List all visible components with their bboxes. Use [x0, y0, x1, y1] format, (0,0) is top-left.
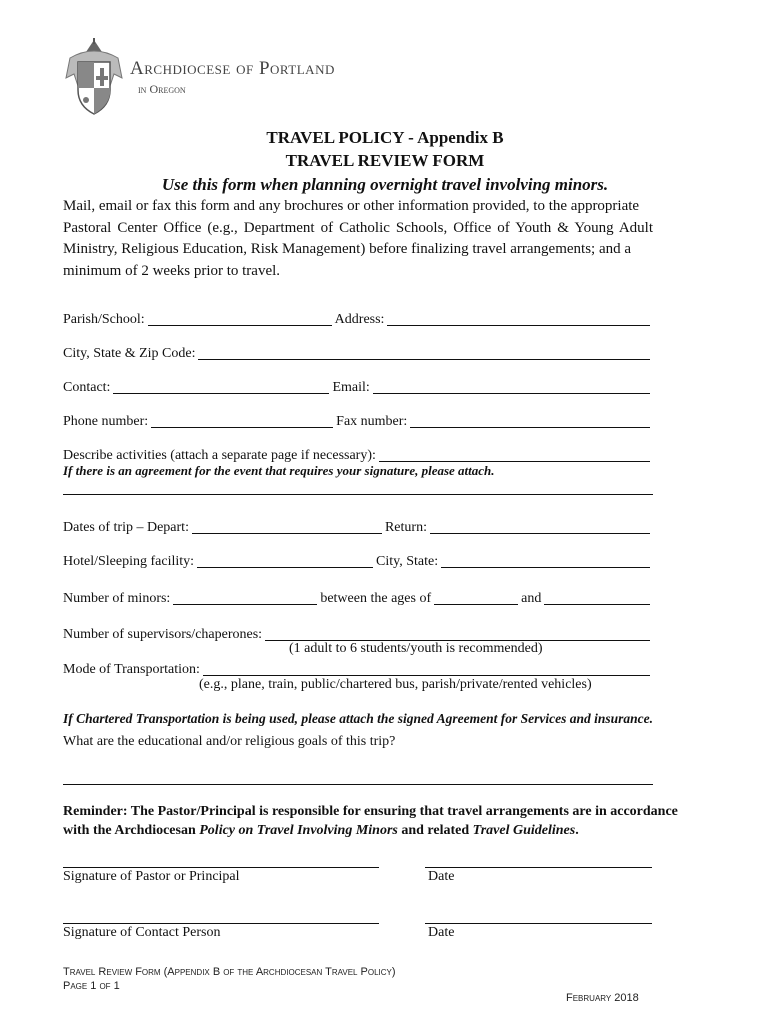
- dates-row: [63, 516, 653, 536]
- supervisors-row: [63, 623, 653, 643]
- city-state-zip-label: City, State & Zip Code:: [63, 346, 196, 361]
- return-field[interactable]: [430, 519, 650, 534]
- activities-extra-line[interactable]: [63, 494, 653, 495]
- contact-field[interactable]: [113, 379, 329, 394]
- address-field[interactable]: [387, 311, 650, 326]
- contact-date-line[interactable]: [425, 923, 652, 924]
- form-title: TRAVEL REVIEW FORM: [285, 151, 485, 170]
- minors-label: Number of minors:: [63, 591, 171, 606]
- phone-field[interactable]: [151, 413, 333, 428]
- parish-school-field[interactable]: [148, 311, 332, 326]
- ages-max-field[interactable]: [544, 590, 650, 605]
- parish-school-label: Parish/School:: [63, 312, 145, 327]
- fax-label: Fax number:: [336, 414, 408, 429]
- depart-field[interactable]: [192, 519, 382, 534]
- contact-email-row: [63, 376, 653, 396]
- fax-field[interactable]: [410, 413, 650, 428]
- ages-and-label: and: [521, 591, 542, 606]
- city-state-zip-row: [63, 342, 653, 362]
- hotel-field[interactable]: [197, 553, 373, 568]
- reminder-line: Reminder: The Pastor/Principal is responsible for ensuring that travel arrangements are in accordance: [63, 804, 678, 819]
- reminder-text-part: and related: [397, 823, 473, 838]
- footer-form-title: Travel Review Form (Appendix B of the Archdiocesan Travel Policy): [63, 966, 396, 978]
- goals-field[interactable]: [63, 784, 653, 785]
- policy-title: Policy on Travel Involving Minors: [199, 823, 398, 838]
- intro-line: Pastoral Center Office (e.g., Department of Catholic Schools, Office of Youth & Young Adult: [63, 219, 653, 236]
- reminder-line: [63, 821, 683, 840]
- transport-label: Mode of Transportation:: [63, 662, 200, 677]
- hotel-city-label: City, State:: [376, 554, 439, 569]
- ratio-note: (1 adult to 6 students/youth is recommended): [289, 641, 543, 656]
- activities-row: [63, 444, 653, 464]
- ages-between-label: between the ages of: [320, 591, 432, 606]
- return-label: Return:: [384, 520, 427, 535]
- reminder-text-part: .: [575, 823, 579, 838]
- contact-date-label: Date: [428, 925, 455, 940]
- activities-field[interactable]: [379, 447, 650, 462]
- form-subtitle: Use this form when planning overnight travel involving minors.: [161, 175, 609, 194]
- transport-row: [63, 658, 653, 678]
- city-state-zip-field[interactable]: [198, 345, 650, 360]
- activities-label: Describe activities (attach a separate page if necessary):: [63, 448, 376, 463]
- pastor-signature-label: Signature of Pastor or Principal: [63, 869, 240, 884]
- intro-line: Mail, email or fax this form and any brochures or other information provided, to the appropriate: [63, 198, 640, 214]
- supervisors-label: Number of supervisors/chaperones:: [63, 627, 263, 642]
- ages-min-field[interactable]: [434, 590, 518, 605]
- goals-label: What are the educational and/or religious goals of this trip?: [63, 734, 396, 749]
- depart-label: Dates of trip – Depart:: [63, 520, 189, 535]
- reminder-text-part: with the Archdiocesan: [63, 823, 200, 838]
- footer-page-number: Page 1 of 1: [63, 980, 120, 992]
- supervisors-field[interactable]: [265, 626, 650, 641]
- contact-signature-label: Signature of Contact Person: [63, 925, 221, 940]
- org-name: Archdiocese of Portland: [130, 58, 335, 79]
- minors-row: [63, 587, 653, 607]
- pastor-signature-line[interactable]: [63, 867, 379, 868]
- hotel-label: Hotel/Sleeping facility:: [63, 554, 195, 569]
- transport-field[interactable]: [203, 661, 650, 676]
- minors-field[interactable]: [173, 590, 317, 605]
- transport-note: (e.g., plane, train, public/chartered bus, parish/private/rented vehicles): [199, 677, 592, 692]
- page-title: TRAVEL POLICY - Appendix B: [266, 128, 504, 147]
- coat-of-arms-icon: [62, 38, 126, 120]
- intro-line: minimum of 2 weeks prior to travel.: [63, 262, 281, 279]
- phone-label: Phone number:: [63, 414, 149, 429]
- contact-label: Contact:: [63, 380, 111, 395]
- email-field[interactable]: [373, 379, 650, 394]
- hotel-row: [63, 550, 653, 570]
- reminder-text: [63, 802, 683, 840]
- parish-address-row: [63, 308, 653, 328]
- org-subtitle: in Oregon: [138, 82, 186, 96]
- guidelines-title: Travel Guidelines: [472, 823, 576, 838]
- intro-line: Ministry, Religious Education, Risk Management) before finalizing travel arrangements; and a: [63, 241, 632, 257]
- footer-date: February 2018: [566, 992, 639, 1004]
- agreement-note: If there is an agreement for the event that requires your signature, please attach.: [63, 463, 495, 478]
- contact-signature-line[interactable]: [63, 923, 379, 924]
- pastor-date-label: Date: [428, 869, 455, 884]
- address-label: Address:: [334, 312, 385, 327]
- intro-paragraph: [63, 196, 653, 282]
- phone-fax-row: [63, 410, 653, 430]
- email-label: Email:: [332, 380, 370, 395]
- pastor-date-line[interactable]: [425, 867, 652, 868]
- archdiocese-logo: [62, 38, 392, 120]
- hotel-city-field[interactable]: [441, 553, 650, 568]
- chartered-note: If Chartered Transportation is being used, please attach the signed Agreement for Services and insurance.: [63, 711, 654, 726]
